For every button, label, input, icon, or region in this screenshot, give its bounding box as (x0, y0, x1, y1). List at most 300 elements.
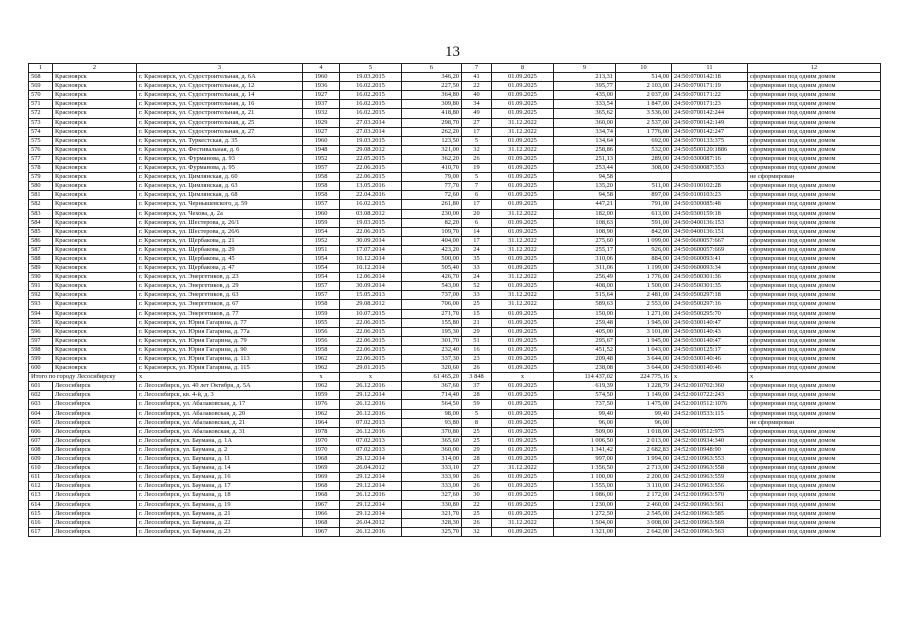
table-cell: сформирован под одним домом (748, 236, 881, 245)
table-cell: 01.09.2025 (492, 482, 554, 491)
table-cell: 259,48 (554, 318, 616, 327)
table-cell: 24:50:0300085:48 (672, 200, 748, 209)
table-cell: 578 (29, 164, 53, 173)
table-cell: 16.02.2015 (340, 91, 402, 100)
table-cell: 29.12.2014 (340, 509, 402, 518)
table-cell: 22.04.2016 (340, 191, 402, 200)
table-cell: 1978 (303, 427, 340, 436)
table-cell: 1952 (303, 154, 340, 163)
table-cell: 1 341,42 (554, 445, 616, 454)
table-cell: 1932 (303, 109, 340, 118)
table-cell: 20 (462, 209, 492, 218)
table-cell: 99,40 (554, 409, 616, 418)
table-cell: 607 (29, 436, 53, 445)
table-cell: сформирован под одним домом (748, 254, 881, 263)
table-cell: 96,00 (554, 418, 616, 427)
table-cell: 22.06.2015 (340, 327, 402, 336)
table-cell: 22 (462, 500, 492, 509)
table-cell: 603 (29, 400, 53, 409)
table-cell: 24:50:0500295:70 (672, 309, 748, 318)
table-cell: 238,08 (554, 364, 616, 373)
table-cell: 605 (29, 418, 53, 427)
table-cell: 30.09.2014 (340, 236, 402, 245)
table-cell: 41 (462, 73, 492, 82)
table-cell: г. Красноярск, ул. Судостроительная, д. 14 (137, 91, 303, 100)
table-row (29, 400, 881, 409)
table-cell: 24:50:0300159:18 (672, 209, 748, 218)
table-cell: 10.12.2014 (340, 254, 402, 263)
table-cell: 1958 (303, 173, 340, 182)
table-cell: Красноярск (53, 145, 137, 154)
table-cell: 1957 (303, 200, 340, 209)
table-cell: 1970 (303, 436, 340, 445)
table-cell: 1957 (303, 291, 340, 300)
subtotal-cell: x (748, 373, 881, 382)
table-row (29, 182, 881, 191)
table-cell: 26 (462, 154, 492, 163)
table-cell: 423,20 (402, 245, 462, 254)
table-cell: 26 (462, 364, 492, 373)
table-cell: г. Лесосибирск, ул. Абалаковская, д. 31 (137, 427, 303, 436)
table-cell: 31.12.2022 (492, 245, 554, 254)
column-number-9: 9 (554, 64, 616, 73)
table-cell: г. Лесосибирск, ул. Баумана, д. 18 (137, 491, 303, 500)
table-cell: 451,52 (554, 345, 616, 354)
table-cell: 577 (29, 154, 53, 163)
table-cell: 1967 (303, 500, 340, 509)
table-cell: 01.09.2025 (492, 154, 554, 163)
table-cell: 01.09.2025 (492, 182, 554, 191)
table-cell (672, 173, 748, 182)
table-cell: 01.09.2025 (492, 227, 554, 236)
table-cell: 2 553,00 (616, 300, 672, 309)
table-cell: 24:50:0500301:35 (672, 282, 748, 291)
table-cell: 94,58 (554, 191, 616, 200)
table-cell: 24:52:0010963:585 (672, 509, 748, 518)
table-cell: Лесосибирск (53, 482, 137, 491)
table-cell: 1964 (303, 418, 340, 427)
table-cell: 333,54 (554, 100, 616, 109)
table-row (29, 82, 881, 91)
table-cell: 01.09.2025 (492, 309, 554, 318)
table-cell: 737,00 (402, 291, 462, 300)
table-cell: 572 (29, 109, 53, 118)
table-cell: 1954 (303, 254, 340, 263)
table-cell: сформирован под одним домом (748, 364, 881, 373)
table-cell: 576 (29, 145, 53, 154)
table-cell: 27 (462, 464, 492, 473)
table-cell: 01.09.2025 (492, 427, 554, 436)
table-cell: 27.03.2014 (340, 118, 402, 127)
table-cell: 01.09.2025 (492, 82, 554, 91)
table-cell: сформирован под одним домом (748, 464, 881, 473)
table-cell: 1976 (303, 400, 340, 409)
table-cell: 22.06.2015 (340, 173, 402, 182)
table-cell: 17 (462, 236, 492, 245)
table-cell: 327,60 (402, 491, 462, 500)
table-cell: 01.09.2025 (492, 436, 554, 445)
table-cell: 15.05.2013 (340, 291, 402, 300)
column-number-7: 7 (462, 64, 492, 73)
table-row (29, 154, 881, 163)
table-cell: 3 110,00 (616, 482, 672, 491)
table-cell: 07.02.2013 (340, 436, 402, 445)
table-cell: 1929 (303, 118, 340, 127)
table-cell: Красноярск (53, 254, 137, 263)
table-row (29, 173, 881, 182)
table-cell: 1 776,00 (616, 273, 672, 282)
table-cell: 1954 (303, 264, 340, 273)
column-number-12: 12 (748, 64, 881, 73)
table-row (29, 455, 881, 464)
table-body (29, 73, 881, 537)
table-row (29, 327, 881, 336)
table-cell: 2 642,00 (616, 527, 672, 536)
table-cell: Красноярск (53, 336, 137, 345)
table-cell: 108,90 (554, 227, 616, 236)
table-cell (616, 173, 672, 182)
table-cell: 52 (462, 282, 492, 291)
table-cell: Красноярск (53, 345, 137, 354)
table-cell: 01.09.2025 (492, 218, 554, 227)
subtotal-cell: x (340, 373, 402, 382)
table-cell: 17.07.2014 (340, 245, 402, 254)
table-cell: Красноярск (53, 300, 137, 309)
table-cell: 1958 (303, 345, 340, 354)
subtotal-cell: 114 437,02 (554, 373, 616, 382)
table-cell: 1954 (303, 227, 340, 236)
table-cell: 1 945,00 (616, 336, 672, 345)
table-cell: 24:50:0400136:151 (672, 227, 748, 236)
table-cell: сформирован под одним домом (748, 218, 881, 227)
table-cell: Красноярск (53, 245, 137, 254)
table-cell: г. Красноярск, ул. Судостроительная, д. 21 (137, 109, 303, 118)
table-cell: 1937 (303, 100, 340, 109)
table-cell: 1957 (303, 164, 340, 173)
table-cell: г. Красноярск, ул. Цимлянская, д. 60 (137, 173, 303, 182)
table-row (29, 491, 881, 500)
table-cell: 01.09.2025 (492, 282, 554, 291)
table-cell: 82,20 (402, 218, 462, 227)
table-cell: 01.09.2025 (492, 136, 554, 145)
table-cell: Красноярск (53, 282, 137, 291)
table-cell: 26 (462, 518, 492, 527)
table-cell: Красноярск (53, 318, 137, 327)
table-cell: 3 008,00 (616, 518, 672, 527)
table-cell: 6 (462, 218, 492, 227)
table-cell: сформирован под одним домом (748, 182, 881, 191)
table-cell: Лесосибирск (53, 427, 137, 436)
table-cell: 1927 (303, 91, 340, 100)
table-cell: 94,58 (554, 173, 616, 182)
table-cell: 2 545,00 (616, 509, 672, 518)
table-cell: 360,00 (554, 118, 616, 127)
table-cell: 19 (462, 164, 492, 173)
table-cell: сформирован под одним домом (748, 136, 881, 145)
table-cell: сформирован под одним домом (748, 355, 881, 364)
table-cell: 15 (462, 309, 492, 318)
table-cell: 2 460,00 (616, 500, 672, 509)
table-cell: Лесосибирск (53, 409, 137, 418)
table-cell: 404,00 (402, 236, 462, 245)
table-row (29, 391, 881, 400)
column-number-3: 3 (137, 64, 303, 73)
table-cell: г. Красноярск, ул. Энергетиков, д. 29 (137, 282, 303, 291)
table-cell: 24:50:0400136:153 (672, 218, 748, 227)
table-cell: 1 086,00 (554, 491, 616, 500)
table-cell: 150,00 (554, 309, 616, 318)
table-cell: 01.09.2025 (492, 91, 554, 100)
table-cell: 5 (462, 173, 492, 182)
table-cell: 617 (29, 527, 53, 536)
table-cell: 24:52:0010948:90 (672, 445, 748, 454)
table-cell: не сформирован (748, 418, 881, 427)
table-row (29, 509, 881, 518)
table-cell: г. Красноярск, ул. Туркестская, д. 35 (137, 136, 303, 145)
table-cell: 261,80 (402, 200, 462, 209)
table-cell: 37 (462, 382, 492, 391)
table-cell: 93,80 (402, 418, 462, 427)
table-cell: 24:50:0300140:47 (672, 336, 748, 345)
table-cell: 1 149,00 (616, 391, 672, 400)
table-cell: 3 101,00 (616, 327, 672, 336)
table-row (29, 91, 881, 100)
table-cell: 1962 (303, 382, 340, 391)
table-cell: 1957 (303, 282, 340, 291)
table-cell: 298,70 (402, 118, 462, 127)
table-cell: г. Лесосибирск, ул. Абалаковская, д. 20 (137, 409, 303, 418)
table-cell: 1 228,79 (616, 382, 672, 391)
table-cell: 49 (462, 109, 492, 118)
table-cell: 19.03.2015 (340, 218, 402, 227)
table-cell: 24:52:0010722:243 (672, 391, 748, 400)
table-cell: 29.12.2014 (340, 473, 402, 482)
table-cell: 405,00 (554, 327, 616, 336)
table-cell: 325,70 (402, 527, 462, 536)
table-cell: 1969 (303, 464, 340, 473)
table-cell: сформирован под одним домом (748, 427, 881, 436)
table-cell: 01.09.2025 (492, 336, 554, 345)
table-cell: 01.09.2025 (492, 473, 554, 482)
table-cell: сформирован под одним домом (748, 273, 881, 282)
table-row (29, 118, 881, 127)
table-cell: 22.06.2015 (340, 227, 402, 236)
table-row (29, 245, 881, 254)
table-cell: 584 (29, 218, 53, 227)
table-cell: Лесосибирск (53, 436, 137, 445)
table-cell: 593 (29, 300, 53, 309)
table-cell: 602 (29, 391, 53, 400)
table-cell: 24:50:0700171:23 (672, 100, 748, 109)
table-cell: 1951 (303, 245, 340, 254)
table-cell: г. Красноярск, ул. Чернышевского, д. 59 (137, 200, 303, 209)
table-cell: 26.12.2016 (340, 400, 402, 409)
table-cell: Красноярск (53, 291, 137, 300)
table-cell: 31.12.2022 (492, 118, 554, 127)
table-cell: 395,77 (554, 82, 616, 91)
table-cell: 22.06.2015 (340, 164, 402, 173)
table-cell: 1 099,00 (616, 236, 672, 245)
table-cell: 3 644,00 (616, 364, 672, 373)
table-cell: 314,00 (402, 455, 462, 464)
table-cell: не сформирован (748, 173, 881, 182)
table-cell: 31.12.2022 (492, 127, 554, 136)
table-cell: 1952 (303, 236, 340, 245)
table-cell: Красноярск (53, 218, 137, 227)
table-cell: 1958 (303, 300, 340, 309)
table-cell: Лесосибирск (53, 455, 137, 464)
table-cell: г. Лесосибирск, кв. 4-й, д. 3 (137, 391, 303, 400)
table-cell: 1968 (303, 491, 340, 500)
table-cell: 1954 (303, 273, 340, 282)
table-cell: 01.09.2025 (492, 382, 554, 391)
table-cell: 1970 (303, 445, 340, 454)
table-cell: Лесосибирск (53, 509, 137, 518)
table-cell: Красноярск (53, 227, 137, 236)
table-cell: 613 (29, 491, 53, 500)
table-cell: 1966 (303, 509, 340, 518)
table-cell: 616 (29, 518, 53, 527)
table-cell: 26.04.2012 (340, 518, 402, 527)
table-row (29, 427, 881, 436)
table-cell: 581 (29, 191, 53, 200)
table-cell: 737,50 (554, 400, 616, 409)
table-cell: 583 (29, 209, 53, 218)
subtotal-cell: x (137, 373, 303, 382)
table-cell: 01.09.2025 (492, 355, 554, 364)
table-cell: 30.09.2014 (340, 282, 402, 291)
table-cell: сформирован под одним домом (748, 209, 881, 218)
table-row (29, 355, 881, 364)
table-cell: 333,00 (402, 482, 462, 491)
table-row (29, 218, 881, 227)
table-cell: 24:50:0300140:47 (672, 318, 748, 327)
table-cell: сформирован под одним домом (748, 309, 881, 318)
table-cell: 31.12.2022 (492, 291, 554, 300)
column-number-4: 4 (303, 64, 340, 73)
table-cell: сформирован под одним домом (748, 73, 881, 82)
table-cell: 253,44 (554, 164, 616, 173)
table-cell: 1 006,50 (554, 436, 616, 445)
table-cell: Красноярск (53, 191, 137, 200)
table-cell: сформирован под одним домом (748, 227, 881, 236)
table-cell: г. Красноярск, ул. Щербакова, д. 47 (137, 264, 303, 273)
table-cell: 24:50:0700142:244 (672, 109, 748, 118)
table-cell: 3 536,00 (616, 109, 672, 118)
table-cell: Лесосибирск (53, 400, 137, 409)
table-cell: Красноярск (53, 200, 137, 209)
table-cell: 24:52:0010512:975 (672, 427, 748, 436)
table-cell: 2 537,00 (616, 118, 672, 127)
table-cell: г. Красноярск, ул. Щербакова, д. 29 (137, 245, 303, 254)
table-cell: 3 644,00 (616, 355, 672, 364)
table-row (29, 109, 881, 118)
table-cell: Лесосибирск (53, 518, 137, 527)
table-cell: 2 103,00 (616, 82, 672, 91)
table-cell: 155,80 (402, 318, 462, 327)
table-cell: 14 (462, 227, 492, 236)
table-row (29, 254, 881, 263)
table-cell: 01.09.2025 (492, 318, 554, 327)
table-cell: г. Красноярск, ул. Фестивальная, д. 6 (137, 145, 303, 154)
table-cell: 321,00 (402, 145, 462, 154)
table-cell: 598 (29, 345, 53, 354)
table-cell: 24:50:0300125:17 (672, 345, 748, 354)
table-cell: г. Лесосибирск, ул. Баумана, д. 2 (137, 445, 303, 454)
table-cell: г. Красноярск, ул. Юрия Гагарина, д. 113 (137, 355, 303, 364)
table-cell: Красноярск (53, 109, 137, 118)
table-cell: Красноярск (53, 364, 137, 373)
column-number-row (29, 64, 881, 73)
table-cell: 301,70 (402, 336, 462, 345)
table-cell: 24:50:0300087:353 (672, 164, 748, 173)
table-row (29, 136, 881, 145)
table-cell: 24:50:0100102:28 (672, 182, 748, 191)
table-cell: 1 199,00 (616, 264, 672, 273)
table-cell: 213,31 (554, 73, 616, 82)
table-cell: 33 (462, 264, 492, 273)
table-cell: 16 (462, 345, 492, 354)
table-row (29, 309, 881, 318)
table-cell: 31.12.2022 (492, 518, 554, 527)
table-cell: 25 (462, 509, 492, 518)
table-cell: г. Красноярск, ул. Шестерова, д. 26/6 (137, 227, 303, 236)
table-cell: 447,21 (554, 200, 616, 209)
table-cell: г. Красноярск, ул. Фурманова, д. 93 (137, 154, 303, 163)
table-cell: 25 (462, 436, 492, 445)
table-cell: 570 (29, 91, 53, 100)
table-cell: Лесосибирск (53, 418, 137, 427)
table-cell: 230,00 (402, 209, 462, 218)
table-cell: 370,80 (402, 427, 462, 436)
column-number-11: 11 (672, 64, 748, 73)
table-cell: 1936 (303, 82, 340, 91)
table-cell: 01.09.2025 (492, 73, 554, 82)
table-cell: 24:50:0300140:46 (672, 355, 748, 364)
table-cell: 1959 (303, 391, 340, 400)
table-cell: 609 (29, 455, 53, 464)
table-cell: 07.02.2013 (340, 418, 402, 427)
table-cell: 1959 (303, 218, 340, 227)
table-cell: 24:50:0600057:669 (672, 245, 748, 254)
subtotal-cell: x (303, 373, 340, 382)
table-cell: 2 037,00 (616, 91, 672, 100)
table-cell: 23 (462, 355, 492, 364)
table-cell: 543,00 (402, 282, 462, 291)
table-cell: г. Красноярск, ул. Энергетиков, д. 63 (137, 291, 303, 300)
table-row (29, 336, 881, 345)
table-row (29, 436, 881, 445)
table-cell: 135,20 (554, 182, 616, 191)
table-cell: 587 (29, 245, 53, 254)
table-cell: 1 945,00 (616, 318, 672, 327)
table-cell: сформирован под одним домом (748, 300, 881, 309)
table-cell: г. Красноярск, ул. Цимлянская, д. 68 (137, 191, 303, 200)
table-cell: Красноярск (53, 154, 137, 163)
table-cell: 595 (29, 318, 53, 327)
table-cell: 1 776,00 (616, 127, 672, 136)
table-cell: г. Красноярск, ул. Юрия Гагарина, д. 77 (137, 318, 303, 327)
table-cell: 1 100,00 (554, 473, 616, 482)
table-cell: г. Лесосибирск, ул. Баумана, д. 23 (137, 527, 303, 536)
table-cell: 255,17 (554, 245, 616, 254)
table-cell: г. Красноярск, ул. Судостроительная, д. 6А (137, 73, 303, 82)
table-cell: г. Красноярск, ул. Юрия Гагарина, д. 79 (137, 336, 303, 345)
table-cell: 24:50:0100103:23 (672, 191, 748, 200)
table-cell: сформирован под одним домом (748, 282, 881, 291)
table-row (29, 527, 881, 536)
table-cell: Лесосибирск (53, 500, 137, 509)
